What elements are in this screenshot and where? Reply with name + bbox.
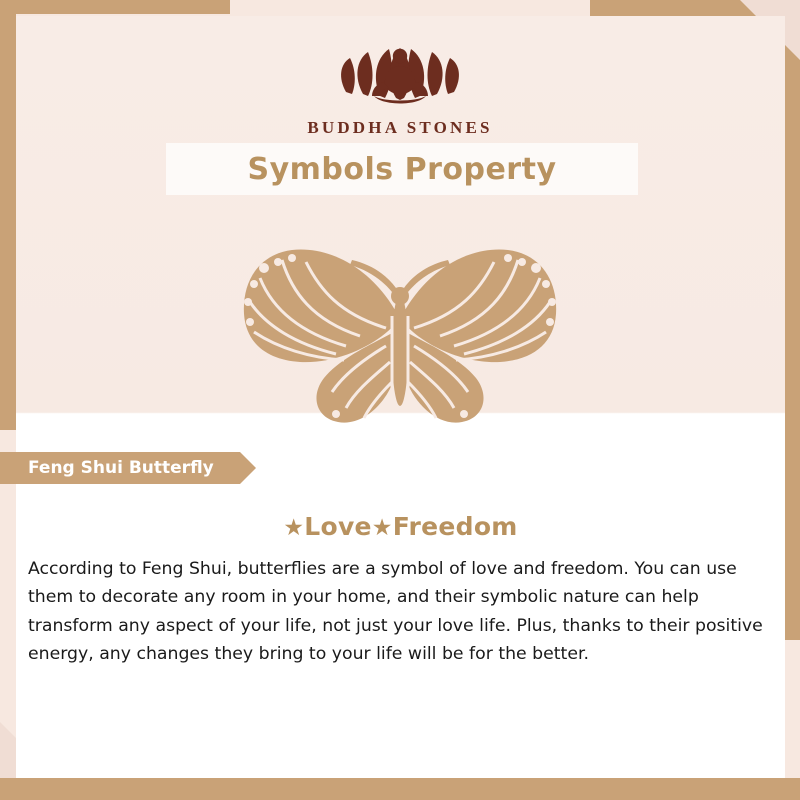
title-band [166, 143, 638, 195]
lotus-meditation-icon [0, 22, 800, 114]
butterfly-icon [220, 429, 580, 446]
star-icon-left: ★ [283, 515, 305, 541]
subtitle-freedom: Freedom [392, 512, 518, 541]
subtitle-love: Love [304, 512, 372, 541]
section-subtitle [16, 512, 785, 541]
star-icon-middle: ★ [371, 515, 393, 541]
butterfly-illustration [0, 232, 800, 447]
ribbon-label [0, 452, 240, 484]
brand-logo [0, 22, 800, 138]
description-paragraph: According to Feng Shui, butterflies are a symbol of love and freedom. You can use them to decorate any room in your home, and their symbolic nature can help transform any aspect of your life, not just your love life. Plus, thanks to their positive energy, any changes they bring to your life will be for the better. [28, 559, 763, 665]
decorative-top-left-border [0, 0, 230, 14]
brand-name: BUDDHA STONES [307, 118, 493, 137]
description-section [16, 490, 785, 778]
decorative-bottom-border [0, 778, 800, 800]
page-title: Symbols Property [247, 151, 557, 187]
ribbon-label-text: Feng Shui Butterfly [28, 458, 214, 478]
